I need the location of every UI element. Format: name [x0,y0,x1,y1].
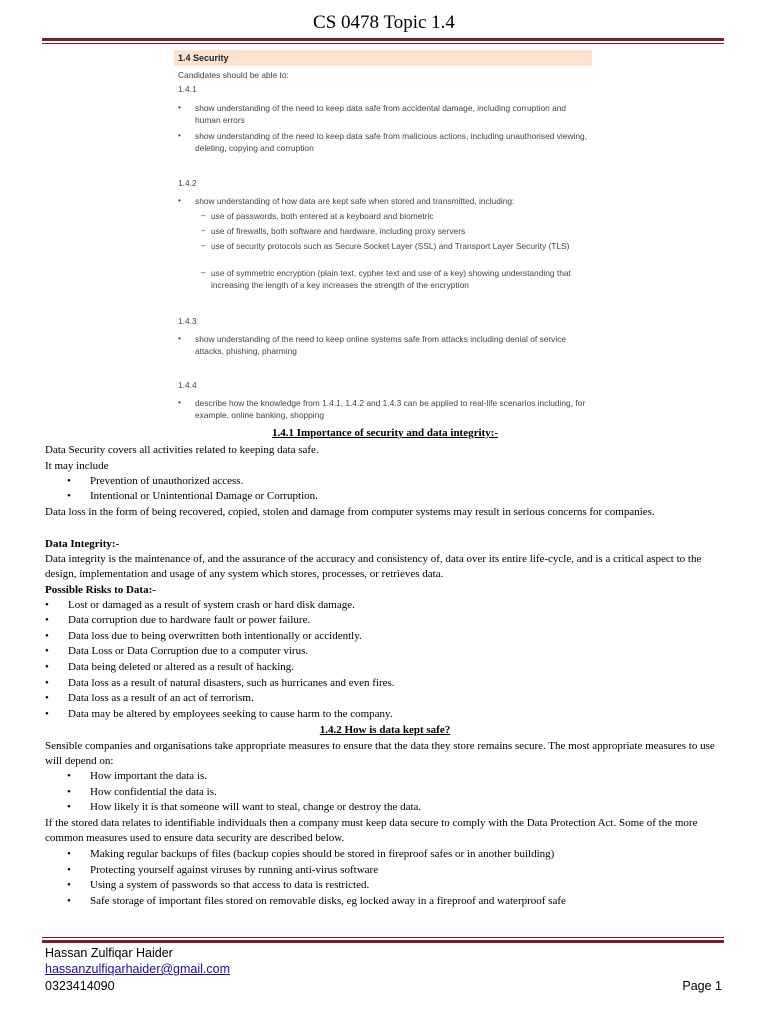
list-item: Data may be altered by employees seeking to cause harm to the company. [68,708,393,720]
list-item: Protecting yourself against viruses by running anti-virus software [90,864,379,876]
section-heading-1-4-2: 1.4.2 How is data kept safe? [319,724,451,736]
list-item: Making regular backups of files (backup copies should be stored in fireproof safes or in another building) [90,848,555,860]
section-number: 1.4.2 [178,178,197,188]
author-phone: 0323414090 [45,979,115,993]
section-number: 1.4.4 [178,380,197,390]
subheading-possible-risks: Possible Risks to Data:- [45,584,156,596]
list-item: Prevention of unauthorized access. [90,475,244,487]
bullet-icon: • [67,490,71,502]
footer-rule [42,937,724,943]
syllabus-subpoint: use of security protocols such as Secure Socket Layer (SSL) and Transport Layer Security (TLS) [211,241,570,251]
subheading-data-integrity: Data Integrity:- [45,538,120,550]
dash-icon: – [201,267,206,277]
dash-icon: – [201,240,206,250]
bullet-icon: • [67,848,71,860]
list-item: Safe storage of important files stored on removable disks, eg locked away in a fireproof and waterproof safe [90,895,566,907]
header-rule [42,38,724,44]
bullet-icon: • [67,895,71,907]
page-number: Page 1 [682,979,722,993]
bullet-icon: • [45,614,49,626]
list-item: Lost or damaged as a result of system crash or hard disk damage. [68,599,355,611]
syllabus-excerpt [174,50,592,420]
list-item: Data loss as a result of natural disasters, such as hurricanes and even fires. [68,677,395,689]
section-number: 1.4.1 [178,84,197,94]
bullet-icon: • [45,630,49,642]
bullet-icon: • [178,397,181,407]
dash-icon: – [201,225,206,235]
paragraph: Data Security covers all activities related to keeping data safe. [45,444,319,456]
syllabus-point: show understanding of the need to keep data safe from malicious actions, including unauthorised viewing, deleting, copying and corruption [195,131,588,153]
paragraph: Sensible companies and organisations take appropriate measures to ensure that the data they store remains secure. The most appropriate measures to use will depend on: [45,740,715,768]
bullet-icon: • [45,645,49,657]
syllabus-subpoint: use of passwords, both entered at a keyboard and biometric [211,211,434,221]
section-heading-1-4-1: 1.4.1 Importance of security and data integrity:- [271,427,499,439]
bullet-icon: • [45,708,49,720]
list-item: Data loss due to being overwritten both intentionally or accidently. [68,630,362,642]
paragraph: If the stored data relates to identifiable individuals then a company must keep data secure to comply with the Data Protection Act. Some of the more common measures used to ensure data security are described below. [45,817,698,845]
syllabus-point: show understanding of the need to keep data safe from accidental damage, including corruption and human errors [195,103,567,125]
bullet-icon: • [67,475,71,487]
bullet-icon: • [45,661,49,673]
bullet-icon: • [178,130,181,140]
paragraph: It may include [45,460,109,472]
bullet-icon: • [45,599,49,611]
syllabus-intro: Candidates should be able to: [178,70,289,80]
list-item: How likely it is that someone will want to steal, change or destroy the data. [90,801,422,813]
list-item: Data loss as a result of an act of terrorism. [68,692,254,704]
bullet-icon: • [45,692,49,704]
bullet-icon: • [45,677,49,689]
syllabus-heading: 1.4 Security [174,50,592,66]
list-item: How important the data is. [90,770,208,782]
list-item: Data Loss or Data Corruption due to a computer virus. [68,645,309,657]
dash-icon: – [201,210,206,220]
section-number: 1.4.3 [178,316,197,326]
bullet-icon: • [67,879,71,891]
bullet-icon: • [178,195,181,205]
paragraph: Data integrity is the maintenance of, and the assurance of the accuracy and consistency of, data over its entire life-cycle, and is a critical aspect to the design, implementation and usage of any system which stores, processes, or retrieves data. [45,553,702,581]
list-item: Using a system of passwords so that access to data is restricted. [90,879,370,891]
list-item: Intentional or Unintentional Damage or Corruption. [90,490,318,502]
list-item: Data corruption due to hardware fault or power failure. [68,614,311,626]
bullet-icon: • [67,786,71,798]
bullet-icon: • [67,864,71,876]
syllabus-point: show understanding of how data are kept safe when stored and transmitted, including: [195,196,515,206]
syllabus-point: describe how the knowledge from 1.4.1, 1.4.2 and 1.4.3 can be applied to real-life scenarios including, for example, online banking, shopping [195,398,586,420]
syllabus-subpoint: use of symmetric encryption (plain text, cypher text and use of a key) showing understanding that increasing the length of a key increases the strength of the encryption [211,268,571,290]
list-item: Data being deleted or altered as a result of hacking. [68,661,295,673]
bullet-icon: • [67,801,71,813]
paragraph: Data loss in the form of being recovered, copied, stolen and damage from computer systems may result in serious concerns for companies. [45,506,655,518]
author-name: Hassan Zulfiqar Haider [45,946,173,960]
bullet-icon: • [178,102,181,112]
bullet-icon: • [178,333,181,343]
bullet-icon: • [67,770,71,782]
author-email-link[interactable]: hassanzulfiqarhaider@gmail.com [45,962,230,976]
page-header-title: CS 0478 Topic 1.4 [313,12,455,33]
syllabus-subpoint: use of firewalls, both software and hardware, including proxy servers [211,226,466,236]
list-item: How confidential the data is. [90,786,217,798]
syllabus-point: show understanding of the need to keep online systems safe from attacks including denial of service attacks, phishing, pharming [195,334,567,356]
